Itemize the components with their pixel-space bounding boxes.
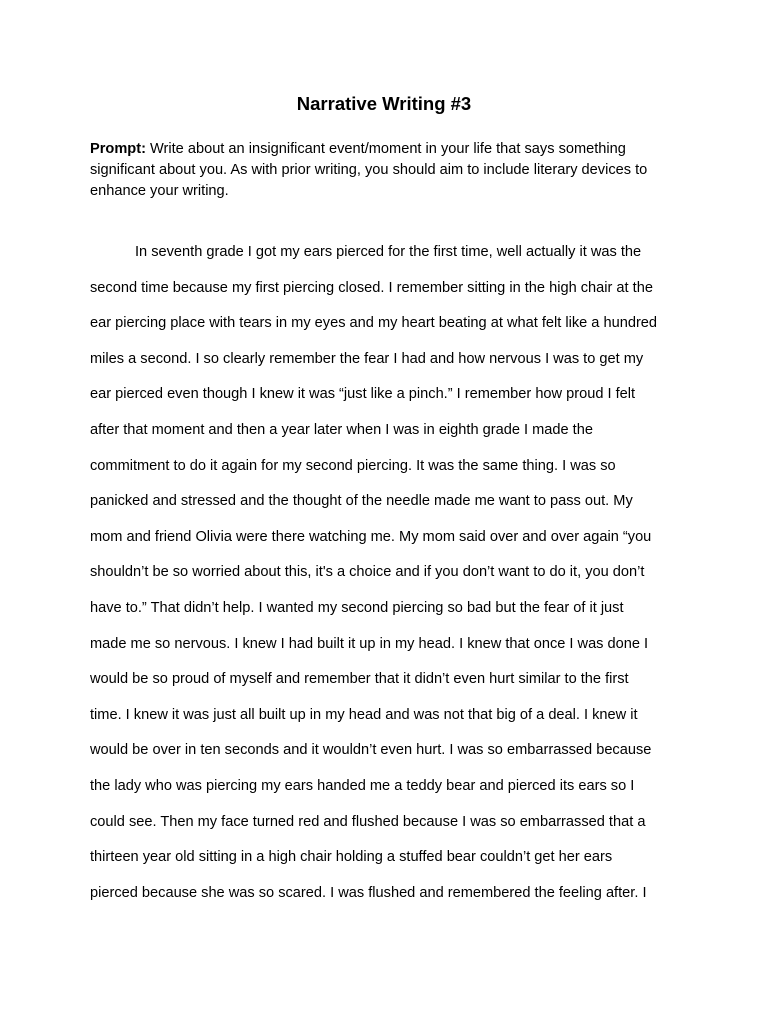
essay-line: made me so nervous. I knew I had built it up in my head. I knew that once I was done I bbox=[90, 635, 649, 652]
essay-body bbox=[90, 235, 690, 911]
essay-line: miles a second. I so clearly remember the fear I had and how nervous I was to get my bbox=[90, 350, 644, 367]
essay-line: could see. Then my face turned red and flushed because I was so embarrassed that a bbox=[90, 813, 646, 830]
prompt-paragraph bbox=[90, 139, 686, 202]
essay-line: ear piercing place with tears in my eyes and my heart beating at what felt like a hundred bbox=[90, 315, 658, 332]
prompt-label: Prompt: bbox=[90, 141, 146, 157]
essay-line: after that moment and then a year later when I was in eighth grade I made the bbox=[90, 421, 593, 438]
essay-line: time. I knew it was just all built up in my head and was not that big of a deal. I knew it bbox=[90, 706, 638, 723]
essay-line: commitment to do it again for my second piercing. It was the same thing. I was so bbox=[90, 457, 616, 474]
essay-line: shouldn’t be so worried about this, it's a choice and if you don’t want to do it, you don’t bbox=[90, 564, 645, 581]
prompt-line-2: significant about you. As with prior writing, you should aim to include literary devices to bbox=[90, 162, 648, 178]
essay-line: pierced because she was so scared. I was flushed and remembered the feeling after. I bbox=[90, 884, 647, 901]
essay-line: second time because my first piercing closed. I remember sitting in the high chair at the bbox=[90, 279, 653, 296]
essay-line: thirteen year old sitting in a high chair holding a stuffed bear couldn’t get her ears bbox=[90, 849, 613, 866]
essay-line: would be so proud of myself and remember that it didn’t even hurt similar to the first bbox=[90, 671, 629, 688]
prompt-line-3: enhance your writing. bbox=[90, 183, 229, 199]
essay-line: panicked and stressed and the thought of the needle made me want to pass out. My bbox=[90, 493, 633, 510]
essay-line: have to.” That didn’t help. I wanted my second piercing so bad but the fear of it just bbox=[90, 599, 624, 616]
prompt-line-1: Write about an insignificant event/moment in your life that says something bbox=[145, 141, 626, 157]
essay-line: the lady who was piercing my ears handed me a teddy bear and pierced its ears so I bbox=[90, 777, 635, 794]
essay-line: In seventh grade I got my ears pierced for the first time, well actually it was the bbox=[135, 244, 642, 260]
essay-line: would be over in ten seconds and it wouldn’t even hurt. I was so embarrassed because bbox=[90, 742, 652, 759]
essay-line: mom and friend Olivia were there watching me. My mom said over and over again “you bbox=[90, 528, 652, 545]
document-title: Narrative Writing #3 bbox=[296, 93, 472, 114]
essay-line: ear pierced even though I knew it was “just like a pinch.” I remember how proud I felt bbox=[90, 386, 636, 403]
